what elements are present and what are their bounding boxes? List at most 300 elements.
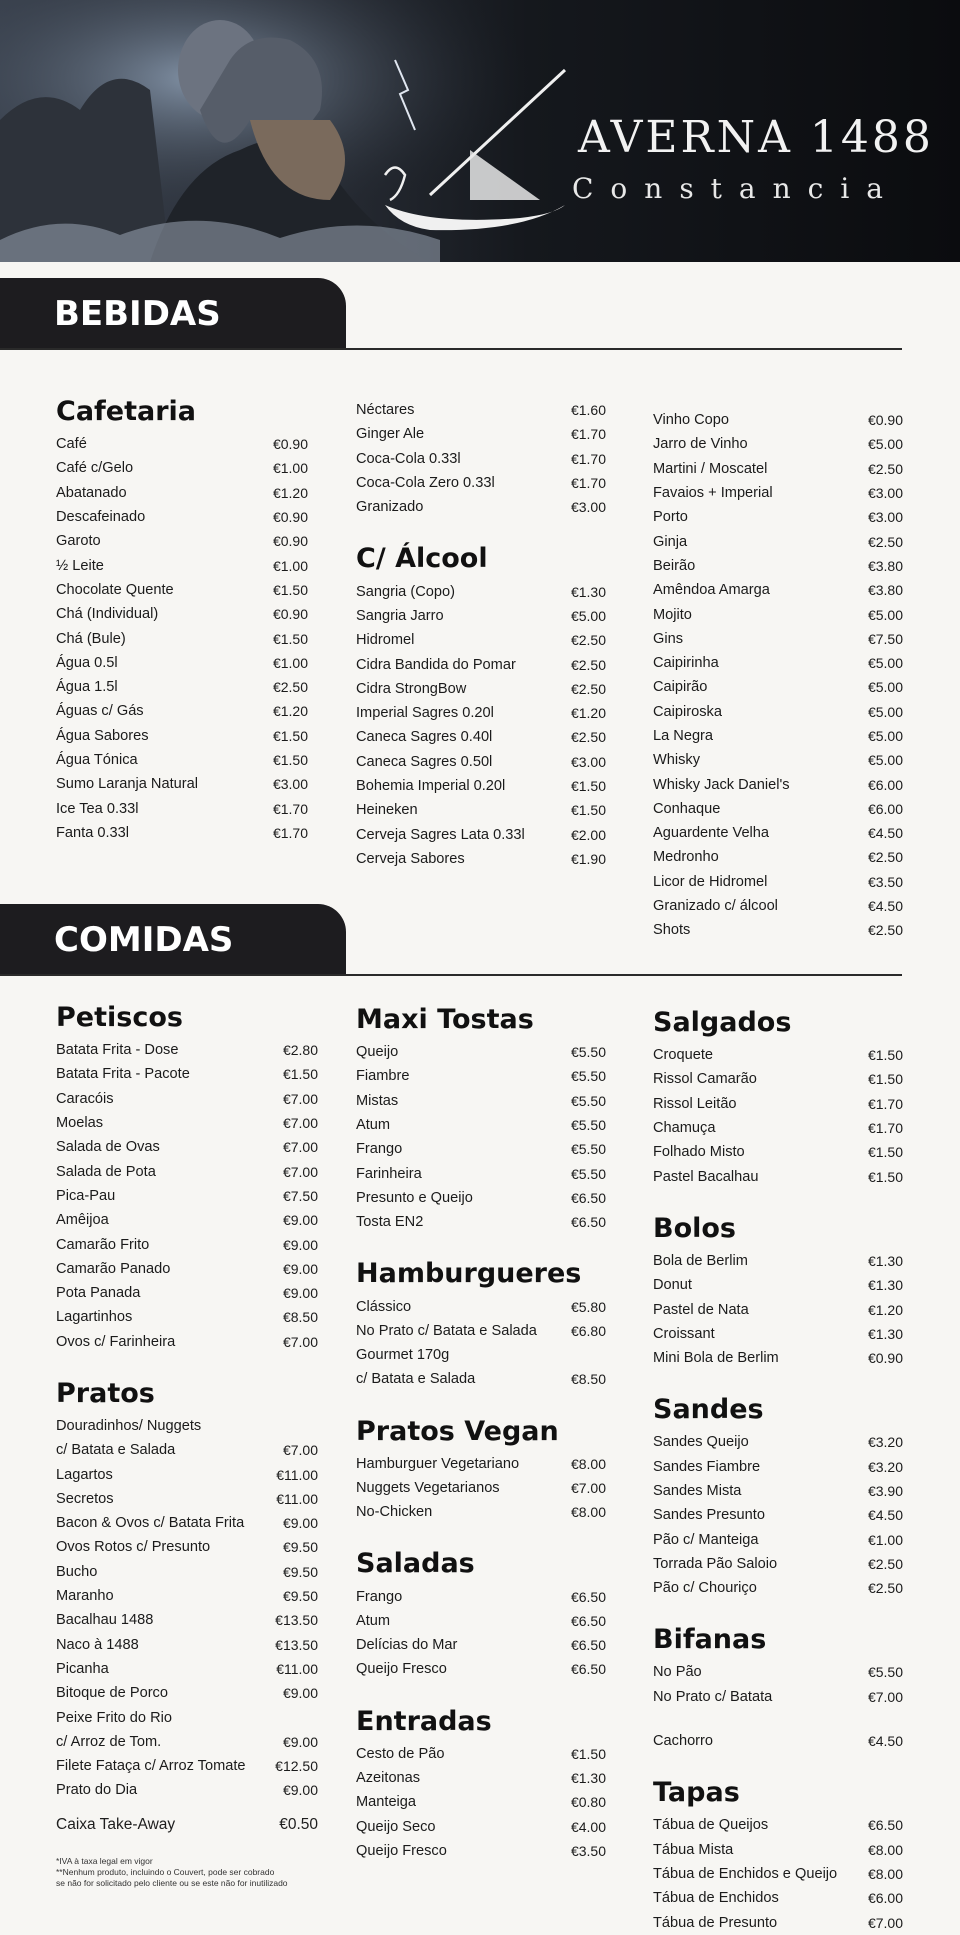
menu-item — [356, 1343, 606, 1367]
menu-item-price: €1.70 — [272, 824, 308, 841]
menu-item-price: €7.00 — [282, 1333, 318, 1350]
menu-item-price: €3.00 — [272, 776, 308, 793]
menu-item — [356, 1815, 606, 1839]
menu-item-price: €0.90 — [867, 1350, 903, 1367]
menu-item — [356, 1367, 606, 1391]
comidas-column-1 — [56, 998, 318, 1803]
menu-item-price: €9.00 — [282, 1212, 318, 1229]
menu-item — [356, 422, 606, 446]
menu-item — [653, 1910, 903, 1934]
menu-item-price: €2.50 — [272, 679, 308, 696]
menu-item — [56, 1111, 318, 1135]
menu-item — [356, 652, 606, 676]
menu-item-price: €9.00 — [282, 1236, 318, 1253]
menu-item-name: Lagartinhos — [56, 1309, 133, 1326]
menu-item-name: Caneca Sagres 0.40l — [356, 729, 493, 746]
menu-item-name: Ice Tea 0.33l — [56, 800, 139, 817]
menu-item-price: €5.50 — [570, 1117, 606, 1134]
menu-item — [56, 1560, 318, 1584]
menu-item-name: No-Chicken — [356, 1504, 433, 1521]
menu-item-price: €5.00 — [867, 436, 903, 453]
menu-item-price: €5.00 — [867, 679, 903, 696]
menu-item — [356, 1064, 606, 1088]
menu-item-name: Azeitonas — [356, 1770, 421, 1787]
menu-item-price: €3.00 — [570, 753, 606, 770]
menu-item — [56, 1462, 318, 1486]
menu-item-name: Cachorro — [653, 1733, 714, 1750]
menu-item-price: €1.50 — [570, 778, 606, 794]
menu-item — [56, 432, 308, 456]
group-spacer — [56, 1354, 318, 1374]
menu-item-name: Café c/Gelo — [56, 460, 134, 477]
category-title: Sandes — [653, 1394, 764, 1426]
menu-item-name: Mistas — [356, 1092, 399, 1109]
menu-item-price: €1.70 — [272, 800, 308, 817]
menu-item-name: Rissol Leitão — [653, 1095, 737, 1112]
menu-item — [356, 1766, 606, 1790]
menu-item-price: €1.30 — [867, 1252, 903, 1269]
menu-item — [653, 1503, 903, 1527]
menu-item-price: €1.90 — [570, 850, 606, 867]
group-spacer — [653, 1189, 903, 1209]
menu-item — [56, 1487, 318, 1511]
menu-item — [653, 1479, 903, 1503]
menu-item-price: €1.30 — [867, 1325, 903, 1342]
menu-item — [653, 772, 903, 796]
menu-item-name: Douradinhos/ Nuggets — [56, 1418, 202, 1434]
menu-item — [356, 604, 606, 628]
menu-item — [653, 1729, 903, 1753]
menu-item-name: Caipirão — [653, 679, 708, 696]
menu-item-name: Bitoque de Porco — [56, 1685, 168, 1702]
menu-item — [653, 1140, 903, 1164]
menu-item-price: €9.50 — [282, 1588, 318, 1605]
menu-item — [356, 1633, 606, 1657]
menu-item-name: Bacon & Ovos c/ Batata Frita — [56, 1515, 245, 1532]
menu-item-price: €5.00 — [867, 606, 903, 623]
menu-item-name: Jarro de Vinho — [653, 436, 748, 453]
menu-item — [653, 894, 903, 918]
menu-item-name: Vinho Copo — [653, 412, 730, 429]
menu-item — [56, 1681, 318, 1705]
category-title: Entradas — [356, 1705, 492, 1737]
menu-item — [653, 1346, 903, 1370]
menu-item-price: €1.00 — [867, 1531, 903, 1548]
menu-item-name: Filete Fataça c/ Arroz Tomate — [56, 1758, 246, 1775]
menu-item-name: Delícias do Mar — [356, 1637, 458, 1654]
menu-item-name: Salada de Ovas — [56, 1139, 160, 1156]
menu-item — [56, 1511, 318, 1535]
menu-item-price: €7.50 — [282, 1187, 318, 1204]
menu-item-price: €1.70 — [570, 426, 606, 443]
menu-item-name: Pica-Pau — [56, 1187, 116, 1204]
menu-item-name: Tosta EN2 — [356, 1214, 424, 1231]
menu-item — [356, 1040, 606, 1064]
menu-item-name: Água 1.5l — [56, 679, 118, 696]
menu-item-name: Salada de Pota — [56, 1163, 156, 1180]
menu-item-price: €2.50 — [570, 656, 606, 673]
menu-item — [56, 578, 308, 602]
menu-item-name: c/ Batata e Salada — [356, 1371, 476, 1388]
footnote: *IVA à taxa legal em vigor — [56, 1856, 153, 1866]
menu-item-name: Tábua Mista — [653, 1841, 734, 1858]
menu-item-price: €1.50 — [867, 1047, 903, 1064]
menu-item — [356, 1476, 606, 1500]
category-title: Tapas — [653, 1777, 740, 1809]
menu-item-price: €3.00 — [570, 499, 606, 516]
menu-item — [56, 1633, 318, 1657]
comidas-column-2 — [356, 1000, 606, 1863]
menu-item-price: €4.50 — [867, 825, 903, 842]
menu-item-price: €1.70 — [867, 1095, 903, 1112]
menu-item — [356, 798, 606, 822]
menu-item-name: c/ Arroz de Tom. — [56, 1733, 162, 1750]
menu-item-name: Queijo — [356, 1044, 399, 1061]
menu-item-price: €9.00 — [282, 1515, 318, 1532]
menu-item-price: €8.50 — [570, 1371, 606, 1388]
menu-item — [356, 847, 606, 871]
menu-item-price: €1.20 — [867, 1301, 903, 1318]
menu-item-name: Lagartos — [56, 1466, 113, 1483]
group-spacer — [356, 1524, 606, 1544]
menu-item-price: €6.00 — [867, 1890, 903, 1907]
menu-item-price: €7.00 — [867, 1914, 903, 1931]
menu-item — [356, 1113, 606, 1137]
group-spacer — [356, 519, 606, 539]
menu-item-name: Água Sabores — [56, 727, 149, 744]
menu-item — [56, 1305, 318, 1329]
menu-item — [56, 1208, 318, 1232]
menu-item-name: Sangria Jarro — [356, 607, 444, 624]
menu-item-name: La Negra — [653, 728, 714, 744]
menu-item-price: €3.00 — [867, 485, 903, 502]
menu-item-name: Pastel Bacalhau — [653, 1168, 759, 1185]
menu-item-price: €2.50 — [867, 460, 903, 477]
menu-item-price: €6.50 — [570, 1214, 606, 1231]
menu-item-price: €7.00 — [282, 1163, 318, 1180]
menu-item-name: Gins — [653, 630, 684, 647]
menu-item-price: €0.90 — [272, 606, 308, 623]
section-divider — [0, 974, 902, 976]
bebidas-column-2 — [356, 398, 606, 871]
category-title: Petiscos — [56, 1002, 183, 1033]
menu-item-price: €13.50 — [275, 1636, 318, 1653]
menu-item — [56, 1535, 318, 1559]
menu-item — [56, 1730, 318, 1754]
group-spacer — [653, 1753, 903, 1773]
menu-item-price: €9.00 — [282, 1733, 318, 1750]
menu-item-name: Ovos c/ Farinheira — [56, 1333, 176, 1350]
menu-item — [653, 724, 903, 748]
menu-item — [653, 1430, 903, 1454]
menu-item — [356, 1452, 606, 1476]
menu-item — [653, 918, 903, 942]
menu-item — [56, 1184, 318, 1208]
menu-item-name: Aguardente Velha — [653, 825, 770, 842]
menu-item-name: Croquete — [653, 1047, 714, 1064]
category-title: Salgados — [653, 1007, 792, 1038]
menu-item-name: Queijo Seco — [356, 1818, 436, 1835]
menu-item — [653, 1273, 903, 1297]
menu-item-name: Caracóis — [56, 1090, 114, 1107]
menu-item-name: Whisky — [653, 752, 701, 769]
menu-item — [356, 774, 606, 798]
menu-item-name: Favaios + Imperial — [653, 485, 773, 502]
menu-item-name: Água Tónica — [56, 752, 138, 768]
menu-item-price: €6.50 — [867, 1817, 903, 1834]
menu-item — [653, 845, 903, 869]
menu-item-price: €8.00 — [867, 1865, 903, 1882]
footnote: **Nenhum produto, incluindo o Couvert, pode ser cobrado — [56, 1867, 275, 1877]
menu-item-name: Pota Panada — [56, 1285, 141, 1302]
menu-item-name: Croissant — [653, 1325, 715, 1342]
menu-item — [653, 1067, 903, 1091]
menu-item-price: €1.50 — [570, 802, 606, 819]
menu-item — [356, 1500, 606, 1524]
menu-item — [56, 724, 308, 748]
menu-item-price: €5.50 — [570, 1141, 606, 1158]
group-spacer — [356, 1682, 606, 1702]
menu-item-name: Pão c/ Manteiga — [653, 1531, 759, 1548]
menu-item — [56, 602, 308, 626]
menu-item-name: Sandes Mista — [653, 1483, 742, 1499]
menu-item-price: €3.20 — [867, 1458, 903, 1475]
menu-item — [356, 495, 606, 519]
menu-item-name: Cidra StrongBow — [356, 680, 467, 697]
menu-item — [356, 579, 606, 603]
menu-item-price: €1.70 — [570, 475, 606, 492]
menu-item-price: €4.50 — [867, 898, 903, 915]
group-spacer — [653, 1709, 903, 1729]
takeaway-price: €0.50 — [279, 1816, 318, 1833]
takeaway-name: Caixa Take-Away — [56, 1816, 176, 1833]
menu-item — [653, 700, 903, 724]
menu-item-name: Garoto — [56, 533, 101, 550]
menu-item-price: €11.00 — [276, 1660, 318, 1677]
menu-item-price: €6.50 — [570, 1637, 606, 1654]
menu-item — [653, 1813, 903, 1837]
category-title: Bolos — [653, 1212, 737, 1244]
menu-item — [356, 1294, 606, 1318]
menu-item — [653, 1838, 903, 1862]
menu-item-name: Sandes Queijo — [653, 1434, 749, 1451]
menu-item-name: Granizado c/ álcool — [653, 898, 778, 915]
menu-item — [653, 505, 903, 529]
menu-item-price: €8.00 — [867, 1841, 903, 1858]
menu-item-price: €7.00 — [282, 1090, 318, 1107]
menu-item-name: Licor de Hidromel — [653, 873, 768, 890]
menu-item-price: €2.50 — [570, 632, 606, 649]
menu-item — [356, 471, 606, 495]
menu-item — [56, 1135, 318, 1159]
menu-item-name: Amêndoa Amarga — [653, 582, 770, 599]
menu-item — [356, 1742, 606, 1766]
logo-title: AVERNA 1488 — [578, 112, 934, 163]
menu-item-name: Heineken — [356, 802, 418, 819]
menu-item — [653, 432, 903, 456]
menu-item — [653, 821, 903, 845]
menu-item-price: €6.50 — [570, 1588, 606, 1605]
category-title: Saladas — [356, 1548, 475, 1580]
menu-item — [56, 1657, 318, 1681]
menu-item — [56, 1087, 318, 1111]
menu-item — [356, 398, 606, 422]
menu-item-name: Chocolate Quente — [56, 581, 174, 598]
menu-item-name: Granizado — [356, 499, 424, 516]
menu-item — [653, 1685, 903, 1709]
menu-item-name: Batata Frita - Dose — [56, 1042, 179, 1059]
menu-item-price: €5.00 — [867, 728, 903, 744]
comidas-column-3 — [653, 1003, 903, 1935]
menu-item — [356, 628, 606, 652]
menu-item — [356, 1089, 606, 1113]
menu-item-price: €1.30 — [867, 1277, 903, 1294]
menu-item-price: €13.50 — [275, 1612, 318, 1629]
menu-item — [56, 1754, 318, 1778]
menu-item — [356, 677, 606, 701]
menu-item-price: €6.50 — [570, 1189, 606, 1206]
menu-item-name: Nuggets Vegetarianos — [356, 1480, 500, 1496]
menu-item-name: Coca-Cola 0.33l — [356, 450, 461, 467]
menu-item — [56, 553, 308, 577]
menu-item — [653, 408, 903, 432]
menu-item-price: €1.50 — [867, 1071, 903, 1088]
menu-item — [653, 1164, 903, 1188]
menu-item — [356, 822, 606, 846]
menu-item-name: No Prato c/ Batata — [653, 1688, 773, 1705]
menu-item-price: €7.00 — [282, 1139, 318, 1156]
menu-item — [653, 1576, 903, 1600]
menu-item-price: €3.50 — [570, 1842, 606, 1859]
menu-item — [653, 748, 903, 772]
header-banner — [0, 0, 960, 262]
menu-item-price: €7.50 — [867, 630, 903, 647]
menu-item — [653, 529, 903, 553]
menu-item — [653, 1092, 903, 1116]
menu-item-name: Conhaque — [653, 800, 721, 817]
menu-item-name: Água 0.5l — [56, 654, 118, 671]
menu-item — [356, 1161, 606, 1185]
menu-item-name: Bucho — [56, 1563, 98, 1580]
menu-item-name: Sandes Fiambre — [653, 1458, 761, 1475]
menu-item-name: Presunto e Queijo — [356, 1189, 473, 1206]
group-spacer — [653, 1370, 903, 1390]
menu-item-name: Atum — [356, 1612, 391, 1629]
category-title: Pratos Vegan — [356, 1415, 559, 1447]
section-header-bebidas: BEBIDAS — [0, 278, 346, 350]
menu-item-price: €4.00 — [570, 1818, 606, 1835]
menu-item — [356, 1790, 606, 1814]
menu-item — [356, 701, 606, 725]
menu-item-price: €0.80 — [570, 1794, 606, 1811]
menu-item-price: €11.00 — [276, 1466, 318, 1483]
menu-item-price: €1.50 — [272, 630, 308, 647]
menu-item-price: €8.00 — [570, 1455, 606, 1472]
category-title: Cafetaria — [56, 396, 197, 427]
menu-item — [56, 626, 308, 650]
menu-item — [653, 481, 903, 505]
menu-item-price: €1.50 — [570, 1745, 606, 1762]
menu-item-price: €9.50 — [282, 1563, 318, 1580]
menu-item-price: €11.00 — [276, 1490, 318, 1507]
menu-item-price: €0.90 — [272, 533, 308, 550]
menu-item-name: Caneca Sagres 0.50l — [356, 753, 493, 770]
category-title: Hamburgueres — [356, 1258, 582, 1290]
menu-item-name: Fiambre — [356, 1068, 410, 1085]
takeaway-item — [56, 1816, 318, 1834]
menu-item — [56, 456, 308, 480]
category-title: Pratos — [56, 1377, 155, 1409]
menu-item — [653, 870, 903, 894]
menu-item-name: Sandes Presunto — [653, 1507, 765, 1524]
menu-item — [56, 821, 308, 845]
menu-item-name: ½ Leite — [56, 557, 104, 574]
section-divider — [0, 348, 902, 350]
menu-item — [653, 675, 903, 699]
menu-item-name: Fanta 0.33l — [56, 824, 130, 841]
menu-item-name: Bohemia Imperial 0.20l — [356, 778, 506, 794]
menu-item-price: €0.90 — [272, 436, 308, 453]
menu-item-name: Whisky Jack Daniel's — [653, 776, 790, 793]
menu-item-name: Mini Bola de Berlim — [653, 1350, 779, 1367]
menu-item-name: Donut — [653, 1277, 692, 1294]
menu-item-name: Torrada Pão Saloio — [653, 1555, 778, 1572]
menu-item-name: Folhado Misto — [653, 1144, 745, 1161]
menu-item-name: Chamuça — [653, 1120, 716, 1137]
menu-item — [653, 578, 903, 602]
menu-item-name: Queijo Fresco — [356, 1842, 447, 1859]
menu-item-price: €7.00 — [570, 1480, 606, 1496]
menu-item-price: €1.00 — [272, 460, 308, 477]
menu-item-name: Shots — [653, 922, 691, 939]
menu-item-price: €1.70 — [570, 450, 606, 467]
menu-item-price: €6.00 — [867, 800, 903, 817]
menu-item — [56, 1159, 318, 1183]
menu-item-name: Cerveja Sagres Lata 0.33l — [356, 826, 525, 843]
menu-item-price: €3.90 — [867, 1483, 903, 1499]
menu-item-name: Tábua de Enchidos — [653, 1890, 779, 1907]
menu-item-name: Cesto de Pão — [356, 1745, 445, 1762]
menu-item-name: Porto — [653, 509, 688, 526]
menu-item — [356, 1319, 606, 1343]
menu-item-name: Mojito — [653, 606, 692, 623]
menu-item-name: No Pão — [653, 1664, 702, 1681]
bebidas-column-1 — [56, 392, 308, 845]
menu-item-price: €7.00 — [282, 1115, 318, 1132]
menu-item-name: Hidromel — [356, 632, 415, 649]
menu-item-price: €5.50 — [570, 1165, 606, 1182]
menu-item — [653, 1660, 903, 1684]
menu-item — [653, 797, 903, 821]
menu-item — [56, 651, 308, 675]
menu-item — [56, 796, 308, 820]
section-header-comidas: COMIDAS — [0, 904, 346, 976]
menu-item-name: Ginger Ale — [356, 426, 425, 443]
menu-item-name: Caipirinha — [653, 655, 719, 672]
category-title: Bifanas — [653, 1624, 767, 1656]
menu-item-price: €9.50 — [282, 1539, 318, 1556]
group-spacer — [653, 1600, 903, 1620]
menu-item-name: Cerveja Sabores — [356, 850, 465, 867]
menu-item — [56, 1608, 318, 1632]
logo-subtitle: Constancia — [572, 172, 900, 205]
menu-item-price: €5.00 — [570, 607, 606, 624]
menu-item-name: Imperial Sagres 0.20l — [356, 705, 494, 722]
menu-item-price: €12.50 — [275, 1758, 318, 1775]
menu-item-name: Atum — [356, 1117, 391, 1134]
menu-item-name: Café — [56, 436, 87, 453]
menu-item-name: Queijo Fresco — [356, 1661, 447, 1678]
